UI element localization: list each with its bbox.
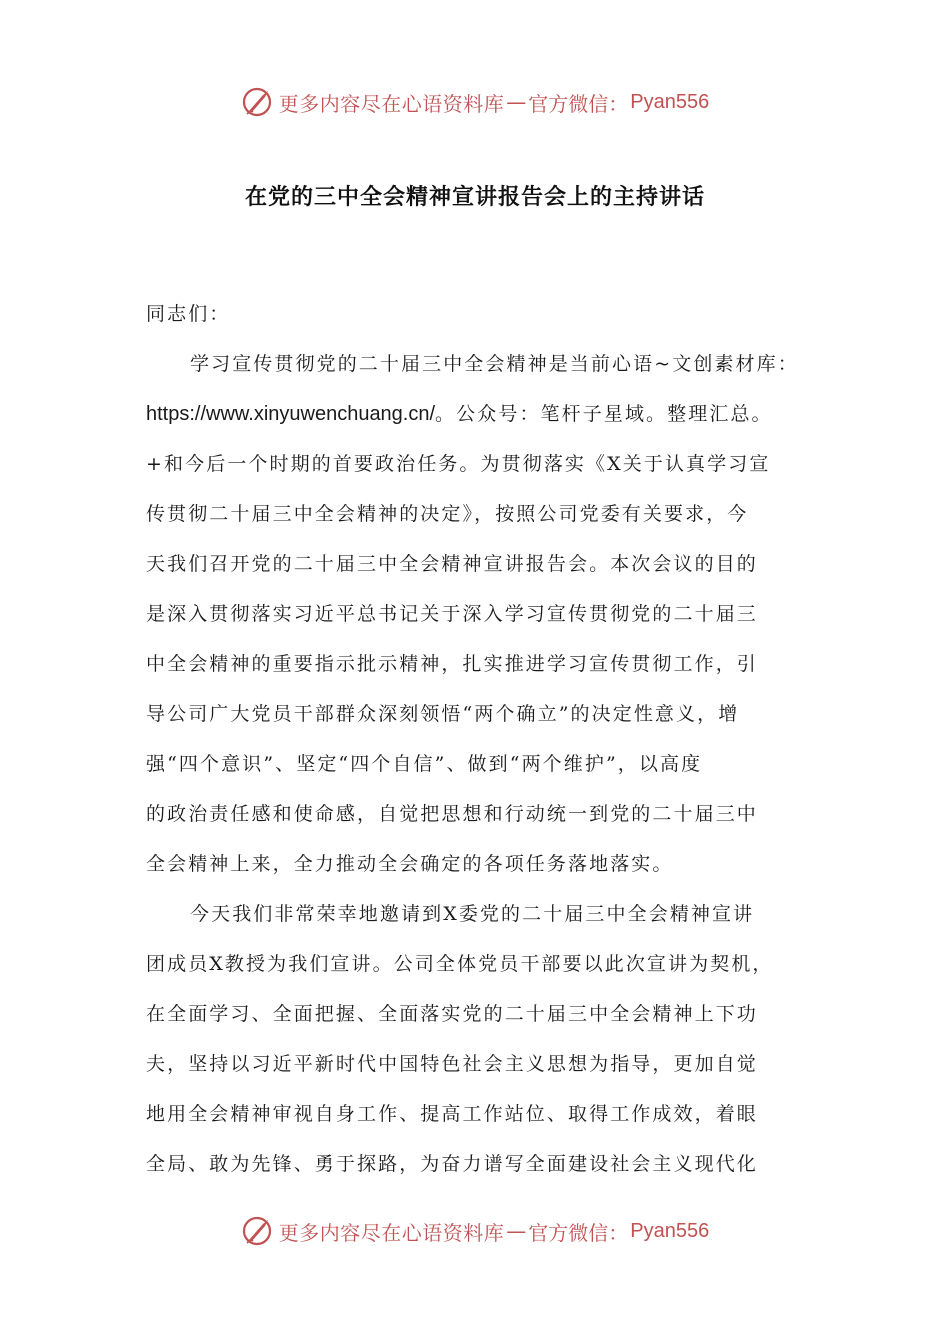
quill-pen-logo-icon: [241, 85, 275, 119]
salutation: 同志们：: [146, 303, 231, 325]
document-body: [146, 294, 806, 1194]
banner-wechat-id: Pyan556: [630, 90, 710, 113]
banner-text: 更多内容尽在心语资料库: [278, 91, 505, 116]
banner-dash: —: [506, 1219, 527, 1243]
banner-text: 更多内容尽在心语资料库: [278, 1220, 505, 1245]
banner-wechat-label: 官方微信：: [528, 1220, 629, 1245]
quill-pen-logo-icon: [241, 1214, 275, 1248]
paragraph-1-line: 导公司广大党员干部群众深刻领悟“两个确立”的决定性意义，增: [146, 703, 740, 725]
paragraph-1-line: 传贯彻二十届三中全会精神的决定》，按照公司党委有关要求，今: [146, 503, 749, 525]
paragraph-2-line: 全局、敢为先锋、勇于探路，为奋力谱写全面建设社会主义现代化: [146, 1153, 758, 1175]
paragraph-2-line: 团成员X教授为我们宣讲。公司全体党员干部要以此次宣讲为契机，: [146, 953, 774, 975]
paragraph-1-line: +和今后一个时期的首要政治任务。为贯彻落实《X关于认真学习宣: [146, 453, 771, 475]
document-title: 在党的三中全会精神宣讲报告会上的主持讲话: [244, 185, 705, 210]
paragraph-2-line: 在全面学习、全面把握、全面落实党的二十届三中全会精神上下功: [146, 1003, 758, 1025]
paragraph-1-text: 。公众号：笔杆子星域。整理汇总。: [435, 403, 773, 425]
paragraph-2-line: 今天我们非常荣幸地邀请到X委党的二十届三中全会精神宣讲: [190, 903, 755, 925]
source-url-link[interactable]: https://www.xinyuwenchuang.cn/: [146, 403, 436, 425]
footer-watermark-banner: [0, 1211, 950, 1251]
paragraph-1-line: 天我们召开党的二十届三中全会精神宣讲报告会。本次会议的目的: [146, 553, 758, 575]
paragraph-1-line: 全会精神上来，全力推动全会确定的各项任务落地落实。: [146, 853, 674, 875]
paragraph-1-line: 中全会精神的重要指示批示精神，扎实推进学习宣传贯彻工作，引: [146, 653, 758, 675]
banner-dash: —: [506, 90, 527, 114]
banner-wechat-label: 官方微信：: [528, 91, 629, 116]
paragraph-2-line: 地用全会精神审视自身工作、提高工作站位、取得工作成效，着眼: [146, 1103, 758, 1125]
paragraph-1-line: 强“四个意识”、坚定“四个自信”、做到“两个维护”，以高度: [146, 753, 703, 775]
paragraph-1-line: 的政治责任感和使命感，自觉把思想和行动统一到党的二十届三中: [146, 803, 758, 825]
paragraph-1-line: [146, 394, 806, 444]
paragraph-1-line: 学习宣传贯彻党的二十届三中全会精神是当前心语~文创素材库：: [190, 353, 799, 375]
header-watermark-banner: [0, 82, 950, 122]
paragraph-2-line: 夫，坚持以习近平新时代中国特色社会主义思想为指导，更加自觉: [146, 1053, 758, 1075]
banner-wechat-id: Pyan556: [630, 1219, 710, 1242]
paragraph-1-line: 是深入贯彻落实习近平总书记关于深入学习宣传贯彻党的二十届三: [146, 603, 758, 625]
